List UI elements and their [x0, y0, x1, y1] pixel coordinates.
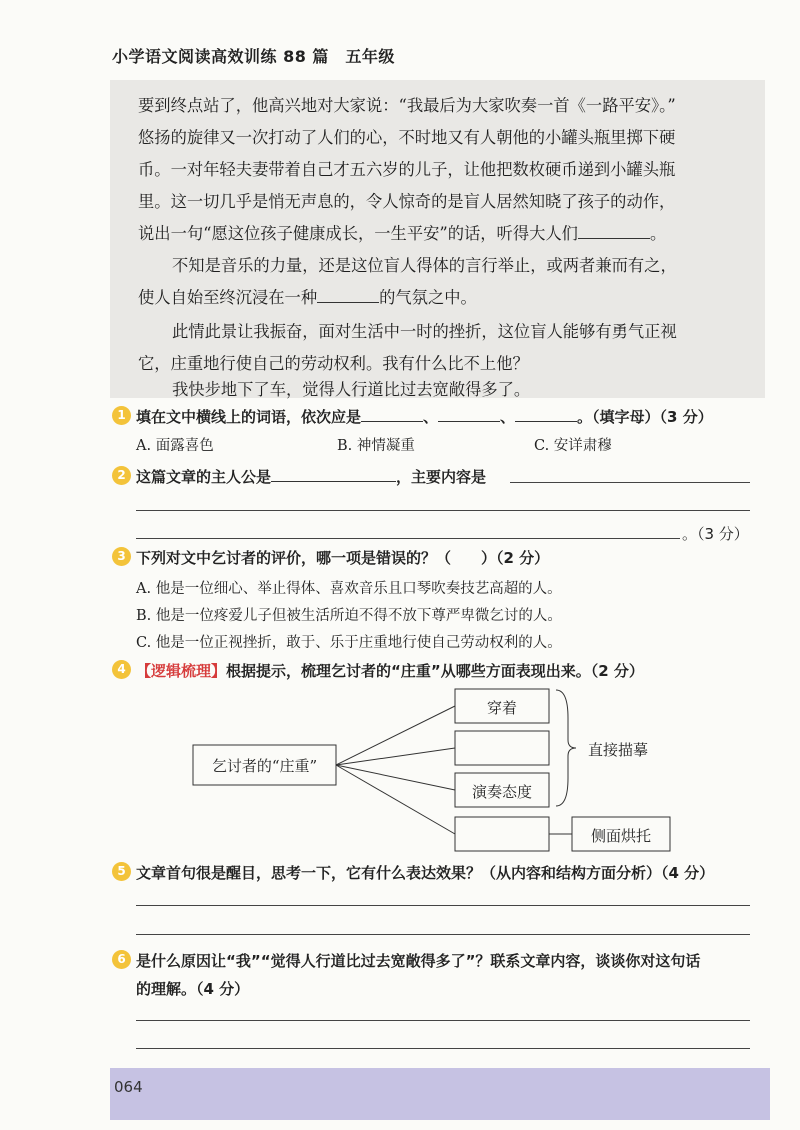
q1-option-a[interactable]: A. 面露喜色	[136, 438, 214, 454]
passage-line-3: 币。一对年轻夫妻带着自己才五六岁的儿子，让他把数枚硬币递到小罐头瓶	[138, 160, 676, 179]
passage-line-4: 里。这一切几乎是悄无声息的，令人惊奇的是盲人居然知晓了孩子的动作，	[138, 192, 676, 211]
q5-answer-line-2[interactable]	[136, 934, 750, 935]
q2-points: 。（3 分）	[682, 525, 749, 543]
q6-answer-line-1[interactable]	[136, 1020, 750, 1021]
question-6-badge: 6	[112, 950, 131, 969]
q5-answer-line-1[interactable]	[136, 905, 750, 906]
passage-line-6: 不知是音乐的力量，还是这位盲人得体的言行举止，或两者兼而有之，	[172, 256, 677, 275]
q3-option-c[interactable]: C. 他是一位正视挫折，敢于、乐于庄重地行使自己劳动权利的人。	[136, 635, 562, 651]
q1-option-c[interactable]: C. 安详肃穆	[534, 438, 612, 454]
passage-line-9: 它，庄重地行使自己的劳动权利。我有什么比不上他？	[138, 354, 529, 373]
mindmap-brace	[556, 690, 576, 806]
page-header: 小学语文阅读高效训练 88 篇 五年级	[112, 47, 395, 66]
passage-line-2: 悠扬的旋律又一次打动了人们的心，不时地又有人朝他的小罐头瓶里掷下硬	[138, 128, 676, 147]
passage-line-7: 使人自始至终沉浸在一种 的气氛之中。	[138, 288, 477, 307]
question-1-badge: 1	[112, 406, 131, 425]
question-6-text-line-2: 的理解。（4 分）	[136, 980, 250, 998]
question-3-badge: 3	[112, 547, 131, 566]
mindmap-side-label: 侧面烘托	[590, 827, 651, 845]
mindmap-direct-label: 直接描摹	[588, 741, 649, 759]
q6-answer-line-2[interactable]	[136, 1048, 750, 1049]
question-4-badge: 4	[112, 660, 131, 679]
question-2-badge: 2	[112, 466, 131, 485]
footer-band	[110, 1068, 770, 1120]
passage-line-8: 此情此景让我振奋，面对生活中一时的挫折，这位盲人能够有勇气正视	[172, 322, 677, 341]
mindmap-box-1-label: 穿着	[486, 699, 517, 717]
question-4-text: 【逻辑梳理】根据提示，梳理乞讨者的“庄重”从哪些方面表现出来。（2 分）	[136, 662, 644, 680]
question-2-text: 这篇文章的主人公是 ，主要内容是	[136, 468, 487, 486]
mindmap-box-4	[455, 817, 549, 851]
question-3-text: 下列对文中乞讨者的评价，哪一项是错误的？（ ）（2 分）	[136, 549, 550, 567]
page-number: 064	[114, 1078, 143, 1096]
question-5-badge: 5	[112, 862, 131, 881]
q3-option-a[interactable]: A. 他是一位细心、举止得体、喜欢音乐且口琴吹奏技艺高超的人。	[136, 581, 562, 597]
mindmap-box-2	[455, 731, 549, 765]
logic-tag: 【逻辑梳理】	[136, 662, 227, 680]
mindmap-box-3-label: 演奏态度	[471, 783, 532, 801]
question-6-text-line-1: 是什么原因让“我”“觉得人行道比过去宽敞得多了”？联系文章内容，谈谈你对这句话	[136, 952, 701, 970]
passage-line-1: 要到终点站了，他高兴地对大家说：“我最后为大家吹奏一首《一路平安》。”	[138, 96, 676, 115]
passage-line-10: 我快步地下了车，觉得人行道比过去宽敞得多了。	[172, 380, 531, 399]
mindmap-link-3	[336, 765, 455, 790]
mindmap-root-label: 乞讨者的“庄重”	[211, 757, 318, 775]
passage-line-5: 说出一句“愿这位孩子健康成长，一生平安”的话，听得大人们 。	[138, 224, 667, 243]
q1-option-b[interactable]: B. 神情凝重	[337, 438, 415, 454]
question-5-text: 文章首句很是醒目，思考一下，它有什么表达效果？（从内容和结构方面分析）（4 分）	[136, 864, 715, 882]
question-1-text: 填在文中横线上的词语，依次应是 、 、 。（填字母）（3 分）	[136, 408, 713, 426]
q3-option-b[interactable]: B. 他是一位疼爱儿子但被生活所迫不得不放下尊严卑微乞讨的人。	[136, 608, 562, 624]
mindmap-link-4	[336, 765, 455, 834]
